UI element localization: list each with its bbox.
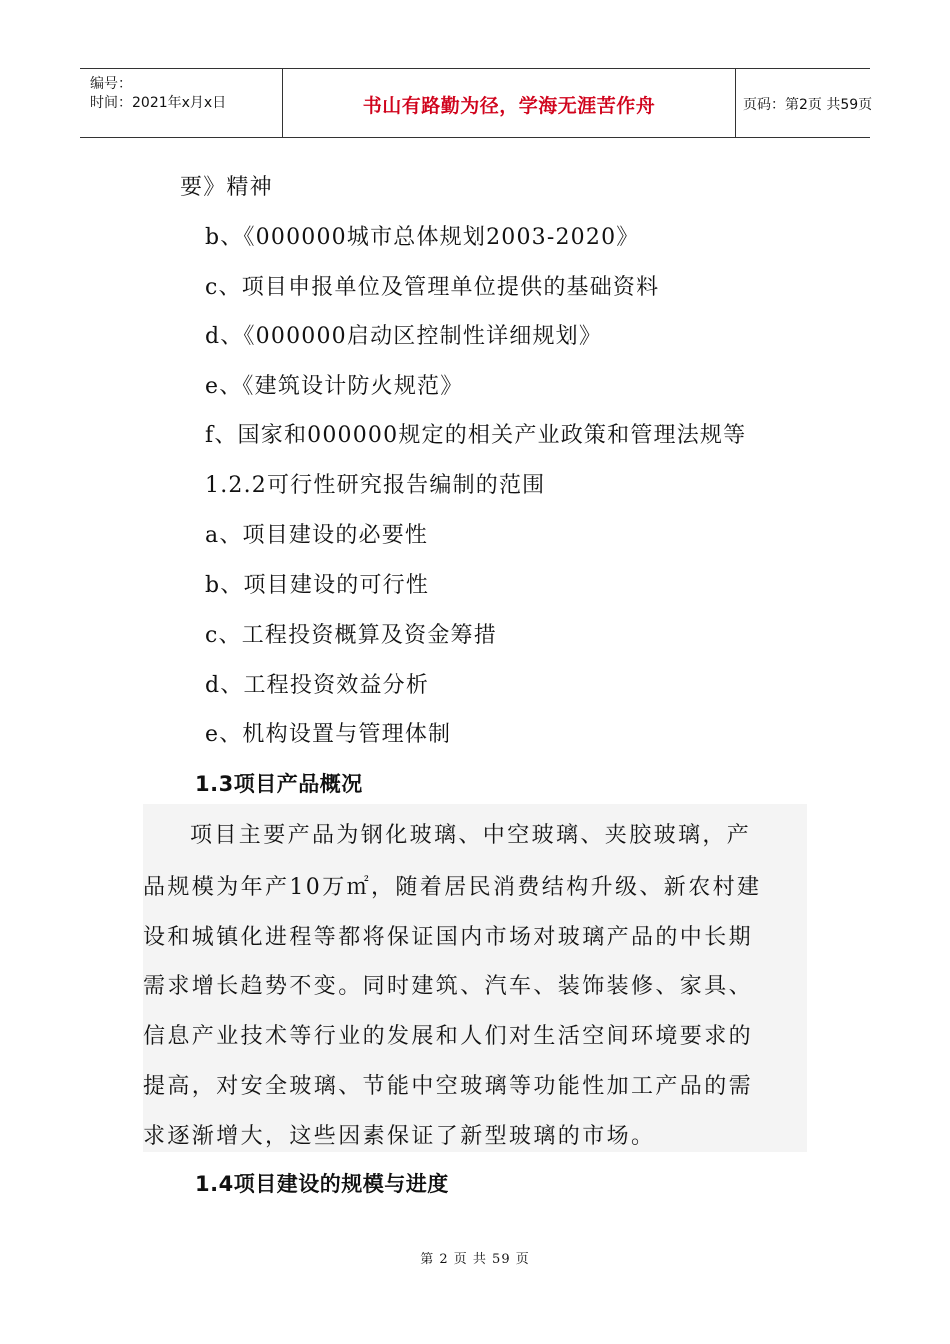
text-line: a、项目建设的必要性 xyxy=(205,523,429,548)
header-page-info: 页码：第2页 共59页 xyxy=(743,97,873,113)
text-line: d、工程投资效益分析 xyxy=(205,673,430,698)
paragraph-line: 项目主要产品为钢化玻璃、中空玻璃、夹胶玻璃，产 xyxy=(190,823,752,848)
text-line: c、工程投资概算及资金筹措 xyxy=(205,623,497,648)
text-line: e、《建筑设计防火规范》 xyxy=(205,374,464,399)
header-motto: 书山有路勤为径，学海无涯苦作舟 xyxy=(362,95,656,117)
text-line: f、国家和000000规定的相关产业政策和管理法规等 xyxy=(205,423,747,448)
text-line: b、项目建设的可行性 xyxy=(205,573,430,598)
text-line: b、《000000城市总体规划2003-2020》 xyxy=(205,225,640,250)
document-date-label: 时间：2021年x月x日 xyxy=(90,95,227,111)
paragraph-line: 求逐渐增大，这些因素保证了新型玻璃的市场。 xyxy=(143,1124,656,1149)
paragraph-line: 设和城镇化进程等都将保证国内市场对玻璃产品的中长期 xyxy=(143,925,754,950)
page-header xyxy=(80,68,873,138)
paragraph-line: 品规模为年产10万㎡，随着居民消费结构升级、新农村建 xyxy=(143,875,762,900)
page-footer: 第 2 页 共 59 页 xyxy=(420,1252,530,1267)
paragraph-line: 需求增长趋势不变。同时建筑、汽车、装饰装修、家具、 xyxy=(143,974,754,999)
paragraph-line: 信息产业技术等行业的发展和人们对生活空间环境要求的 xyxy=(143,1024,754,1049)
document-number-label: 编号： xyxy=(90,76,132,92)
text-line: d、《000000启动区控制性详细规划》 xyxy=(205,324,603,349)
subsection-heading: 1.2.2可行性研究报告编制的范围 xyxy=(205,473,546,498)
header-meta xyxy=(80,69,282,137)
paragraph-line: 提高，对安全玻璃、节能中空玻璃等功能性加工产品的需 xyxy=(143,1074,754,1099)
text-line: c、项目申报单位及管理单位提供的基础资料 xyxy=(205,275,660,300)
section-heading-1-4: 1.4项目建设的规模与进度 xyxy=(195,1172,449,1196)
header-page-cell xyxy=(735,69,873,137)
header-motto-cell xyxy=(282,69,736,137)
text-line: e、机构设置与管理体制 xyxy=(205,722,452,747)
section-heading-1-3: 1.3项目产品概况 xyxy=(195,772,363,796)
text-line: 要》精神 xyxy=(180,175,273,200)
